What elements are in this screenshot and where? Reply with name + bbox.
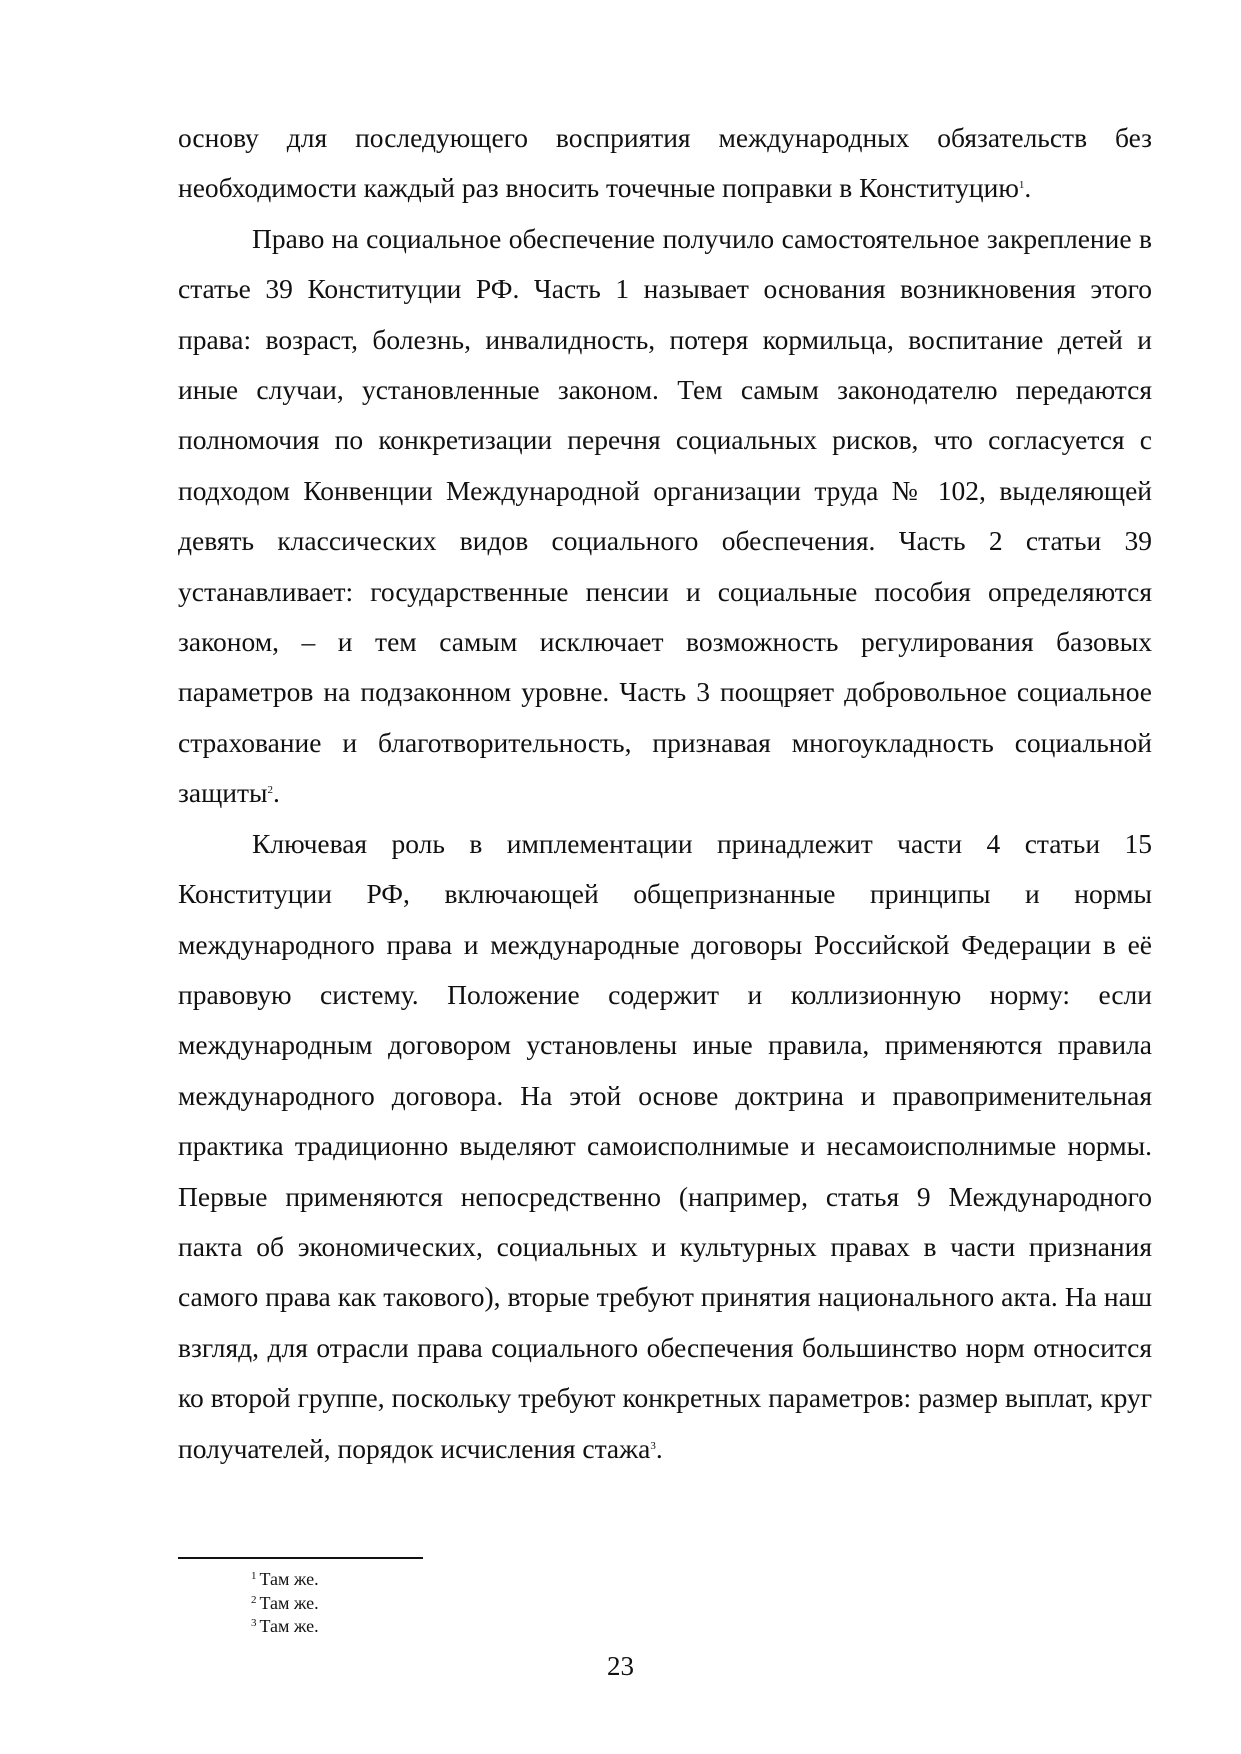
footnote-3 [251, 1615, 851, 1639]
footnote-separator [178, 1557, 423, 1559]
footnote-text: Там же. [259, 1592, 319, 1613]
footnote-number: 1 [251, 1570, 257, 1582]
paragraph-text: Ключевая роль в имплементации принадлежит части 4 статьи 15 Конституции РФ, включающей общепризнанные принципы и нормы международного права и международные договоры Российской Федерации в её правовую систему. Положение содержит и коллизионную норму: если международным договором установлены иные правила, применяются правила международного договора. На этой основе доктрина и правоприменительная практика традиционно выделяют самоисполнимые и несамоисполнимые нормы. Первые применяются непосредственно (например, статья 9 Международного пакта об экономических, социальных и культурных правах в части признания самого права как такового), вторые требуют принятия национального акта. На наш взгляд, для отрасли права социального обеспечения большинство норм относится ко второй группе, поскольку требуют конкретных параметров: размер выплат, круг получателей, порядок исчисления стажа [178, 827, 1152, 1464]
footnote-text: Там же. [259, 1616, 319, 1636]
paragraph-text: основу для последующего восприятия международных обязательств без необходимости каждый раз вносить точечные поправки в Конституцию [178, 122, 1152, 204]
footnote-2 [251, 1592, 851, 1616]
paragraph-text: Право на социальное обеспечение получило самостоятельное закрепление в статье 39 Конституции РФ. Часть 1 называет основания возникновения этого права: возраст, болезнь, инвалидность, потеря кормильца, воспитание детей и иные случаи, установленные законом. Тем самым законодателю передаются полномочия по конкретизации перечня социальных рисков, что согласуется с подходом Конвенции Международной организации труда № 102, выделяющей девять классических видов социального обеспечения. Часть 2 статьи 39 устанавливает: государственные пенсии и социальные пособия определяются законом, – и тем самым исключает возможность регулирования базовых параметров на подзаконном уровне. Часть 3 поощряет добровольное социальное страхование и благотворительность, признавая многоукладность социальной защиты [178, 222, 1152, 809]
footnote-reference-3[interactable]: 3 [650, 1439, 656, 1452]
paragraph-tail: . [655, 1432, 663, 1464]
footnote-reference-2[interactable]: 2 [267, 784, 273, 797]
paragraph-1 [178, 113, 1152, 214]
footnote-text: Там же. [259, 1569, 319, 1589]
paragraph-3 [178, 819, 1152, 1474]
paragraph-tail: . [1024, 172, 1032, 204]
footnote-1 [251, 1568, 851, 1592]
footnote-reference-1[interactable]: 1 [1018, 179, 1025, 192]
footnote-number: 3 [251, 1617, 257, 1629]
paragraph-tail: . [272, 777, 280, 809]
page-number: 23 [607, 1651, 634, 1681]
body-text [178, 113, 1152, 1474]
footnotes [251, 1568, 851, 1639]
paragraph-2 [178, 214, 1152, 819]
footnote-number: 2 [251, 1593, 257, 1606]
